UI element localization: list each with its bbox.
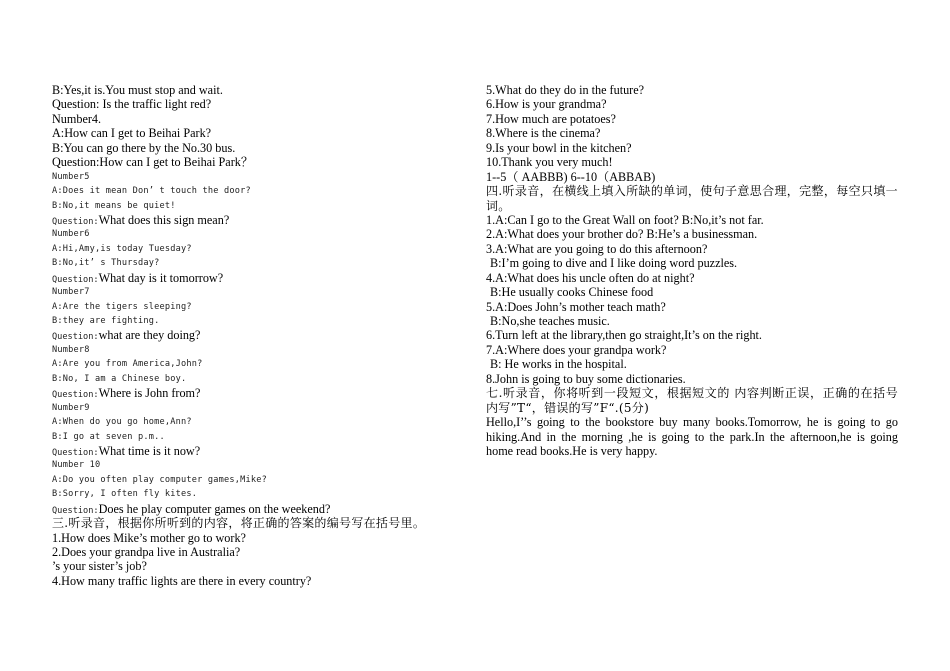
section7-heading: 七.听录音，你将听到一段短文，根据短文的 内容判断正误，正确的在括号内写”T“，错误的写”F“.(5分): [486, 386, 898, 415]
dialogue-line: B:No,it means be quiet!: [52, 200, 176, 211]
text-line: 8.Where is the cinema?: [486, 126, 601, 141]
text-line: Number4.: [52, 111, 102, 126]
text-line: 5.What do they do in the future?: [486, 83, 645, 97]
question-line: [52, 386, 472, 400]
dialogue-line: A:When do you go home,Ann?: [52, 417, 192, 428]
question-text: Does he play computer games on the weekend?: [98, 501, 331, 516]
right-column: [486, 83, 898, 458]
text-line: B:No,she teaches music.: [490, 314, 610, 329]
question-text: What does this sign mean?: [98, 212, 230, 227]
text-line: 10.Thank you very much!: [486, 155, 613, 170]
question-label: Question:: [52, 332, 99, 343]
text-line: A:How can I get to Beihai Park?: [52, 126, 212, 141]
text-line: 7.How much are potatoes?: [486, 111, 616, 126]
question-label: Question:: [52, 390, 99, 401]
dialogue-line: Number6: [52, 229, 90, 240]
question-line: [52, 213, 472, 227]
dialogue-line: A:Do you often play computer games,Mike?: [52, 474, 267, 485]
text-line: B:I’m going to dive and I like doing word puzzles.: [490, 256, 738, 271]
dialogue-line: Number7: [52, 287, 90, 298]
text-line: 6.How is your grandma?: [486, 97, 607, 112]
question-line: [52, 328, 472, 342]
dialogue-line: B:No, I am a Chinese boy.: [52, 373, 187, 384]
question-text: what are they doing?: [98, 328, 201, 343]
text-line: 1.A:Can I go to the Great Wall on foot? B:No,it’s not far.: [486, 212, 764, 227]
text-line: ’s your sister’s job?: [52, 559, 147, 574]
text-line: 2.Does your grandpa live in Australia?: [52, 545, 241, 559]
text-line: B:He usually cooks Chinese food: [490, 285, 654, 300]
question-label: Question:: [52, 216, 99, 227]
question-text: Where is John from?: [98, 386, 201, 401]
section-heading: 三.听录音，根据你所听到的内容，将正确的答案的编号写在括号里。: [52, 516, 426, 531]
section7-passage: Hello,I’’s going to the bookstore buy many books.Tomorrow, he is going to go hiking.And in the morning ,he is going to the park.In the afternoon,he is going home read books.He is very happy.: [486, 415, 898, 459]
dialogue-line: Number8: [52, 344, 90, 355]
dialogue-line: B:I go at seven p.m..: [52, 431, 165, 442]
text-line: 1--5（ AABBB) 6--10（ABBAB): [486, 169, 656, 184]
text-line: B:Yes,it is.You must stop and wait.: [52, 83, 223, 97]
text-line: 6.Turn left at the library,then go straight,It’s on the right.: [486, 328, 762, 343]
question-line: [52, 444, 472, 458]
dialogue-line: Number5: [52, 171, 90, 182]
question-label: Question:: [52, 447, 99, 458]
question-text: What day is it tomorrow?: [98, 270, 224, 285]
dialogue-line: A:Hi,Amy,is today Tuesday?: [52, 243, 192, 254]
text-line: Question: Is the traffic light red?: [52, 97, 212, 112]
question-label: Question:: [52, 274, 99, 285]
dialogue-line: Number 10: [52, 460, 101, 471]
text-line: 2.A:What does your brother do? B:He’s a businessman.: [486, 227, 758, 242]
dialogue-line: B:Sorry, I often fly kites.: [52, 489, 198, 500]
left-column: [52, 83, 472, 588]
question-line: [52, 271, 472, 285]
text-line: B:You can go there by the No.30 bus.: [52, 140, 236, 155]
dialogue-line: Number9: [52, 402, 90, 413]
text-line: 3.A:What are you going to do this afternoon?: [486, 241, 708, 256]
dialogue-line: A:Does it mean Don’ t touch the door?: [52, 186, 251, 197]
text-line: 4.A:What does his uncle often do at night?: [486, 270, 695, 285]
text-line: 7.A:Where does your grandpa work?: [486, 342, 667, 357]
dialogue-line: A:Are you from America,John?: [52, 359, 203, 370]
question-line: [52, 502, 472, 516]
dialogue-line: A:Are the tigers sleeping?: [52, 301, 192, 312]
text-line: B: He works in the hospital.: [490, 357, 627, 372]
text-line: 8.John is going to buy some dictionaries.: [486, 371, 686, 386]
text-line: 4.How many traffic lights are there in every country?: [52, 573, 312, 588]
section4-lines: [486, 213, 898, 386]
text-line: 5.A:Does John’s mother teach math?: [486, 299, 666, 314]
question-label: Question:: [52, 505, 99, 516]
section4-heading: 四.听录音，在横线上填入所缺的单词，使句子意思合理，完整，每空只填一词。: [486, 184, 898, 213]
text-line: Question:How can I get to Beihai Park？: [52, 155, 254, 170]
dialogue-line: B:they are fighting.: [52, 316, 160, 326]
dialogue-line: B:No,it’ s Thursday?: [52, 258, 160, 269]
section3-answer-lines: [486, 83, 898, 184]
question-text: What time is it now?: [98, 443, 201, 458]
text-line: 1.How does Mike’s mother go to work?: [52, 530, 246, 545]
text-line: 9.Is your bowl in the kitchen?: [486, 140, 632, 155]
